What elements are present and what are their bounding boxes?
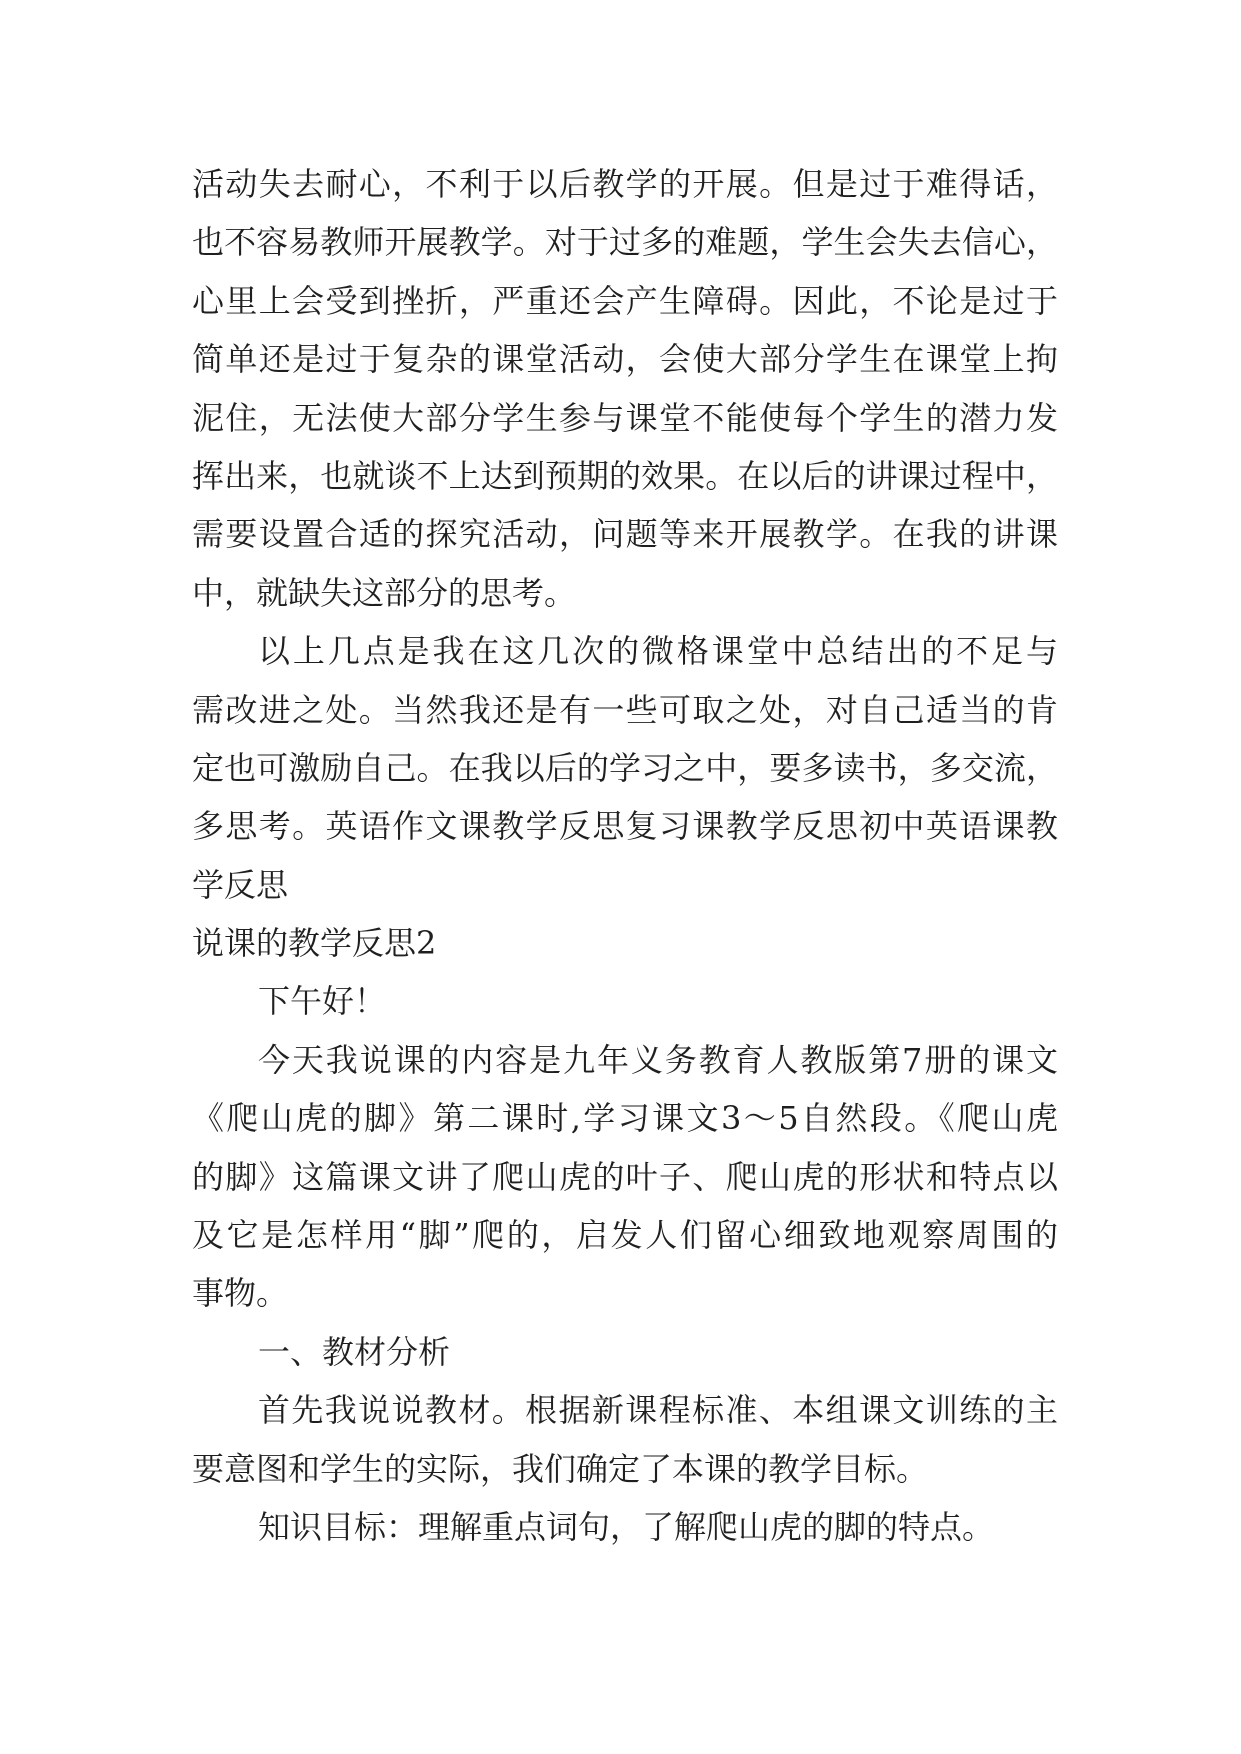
text-line: 挥出来，也就谈不上达到预期的效果。在以后的讲课过程中， (192, 456, 1058, 495)
text-line: 需改进之处。当然我还是有一些可取之处，对自己适当的肯 (192, 690, 1058, 729)
paragraph (192, 1498, 1058, 1556)
text-line: 《爬山虎的脚》第二课时,学习课文3～5自然段。《爬山虎 (192, 1099, 1058, 1138)
text-line: 以上几点是我在这几次的微格课堂中总结出的不足与 (258, 632, 1058, 671)
subheading (192, 1323, 1058, 1381)
text-line: 下午好！ (258, 982, 387, 1021)
text-line: 心里上会受到挫折，严重还会产生障碍。因此，不论是过于 (192, 281, 1058, 320)
text-line: 学反思 (192, 865, 289, 904)
paragraph (192, 972, 1058, 1030)
text-line: 定也可激励自己。在我以后的学习之中，要多读书，多交流， (192, 748, 1058, 787)
text-line: 的脚》这篇课文讲了爬山虎的叶子、爬山虎的形状和特点以 (192, 1157, 1058, 1196)
text-line: 事物。 (192, 1274, 289, 1313)
text-line: 及它是怎样用“脚”爬的，启发人们留心细致地观察周围的 (192, 1216, 1058, 1255)
text-line: 也不容易教师开展教学。对于过多的难题，学生会失去信心， (192, 223, 1058, 262)
text-line: 知识目标：理解重点词句，了解爬山虎的脚的特点。 (258, 1507, 995, 1546)
paragraph (192, 155, 1058, 622)
text-line: 今天我说课的内容是九年义务教育人教版第7册的课文 (258, 1040, 1058, 1079)
document-body (192, 155, 1058, 1556)
text-line: 中，就缺失这部分的思考。 (192, 573, 577, 612)
text-line: 一、教材分析 (258, 1332, 451, 1371)
text-line: 要意图和学生的实际，我们确定了本课的教学目标。 (192, 1449, 929, 1488)
text-line: 简单还是过于复杂的课堂活动，会使大部分学生在课堂上拘 (192, 340, 1058, 379)
paragraph (192, 622, 1058, 914)
text-line: 需要设置合适的探究活动，问题等来开展教学。在我的讲课 (192, 515, 1058, 554)
text-line: 多思考。英语作文课教学反思复习课教学反思初中英语课教 (192, 807, 1058, 846)
paragraph (192, 1381, 1058, 1498)
section-title: 说课的教学反思2 (192, 924, 437, 963)
text-line: 首先我说说教材。根据新课程标准、本组课文训练的主 (258, 1391, 1058, 1430)
text-line: 活动失去耐心，不利于以后教学的开展。但是过于难得话， (192, 165, 1058, 203)
paragraph (192, 1031, 1058, 1323)
text-line: 泥住，无法使大部分学生参与课堂不能使每个学生的潜力发 (192, 398, 1058, 437)
